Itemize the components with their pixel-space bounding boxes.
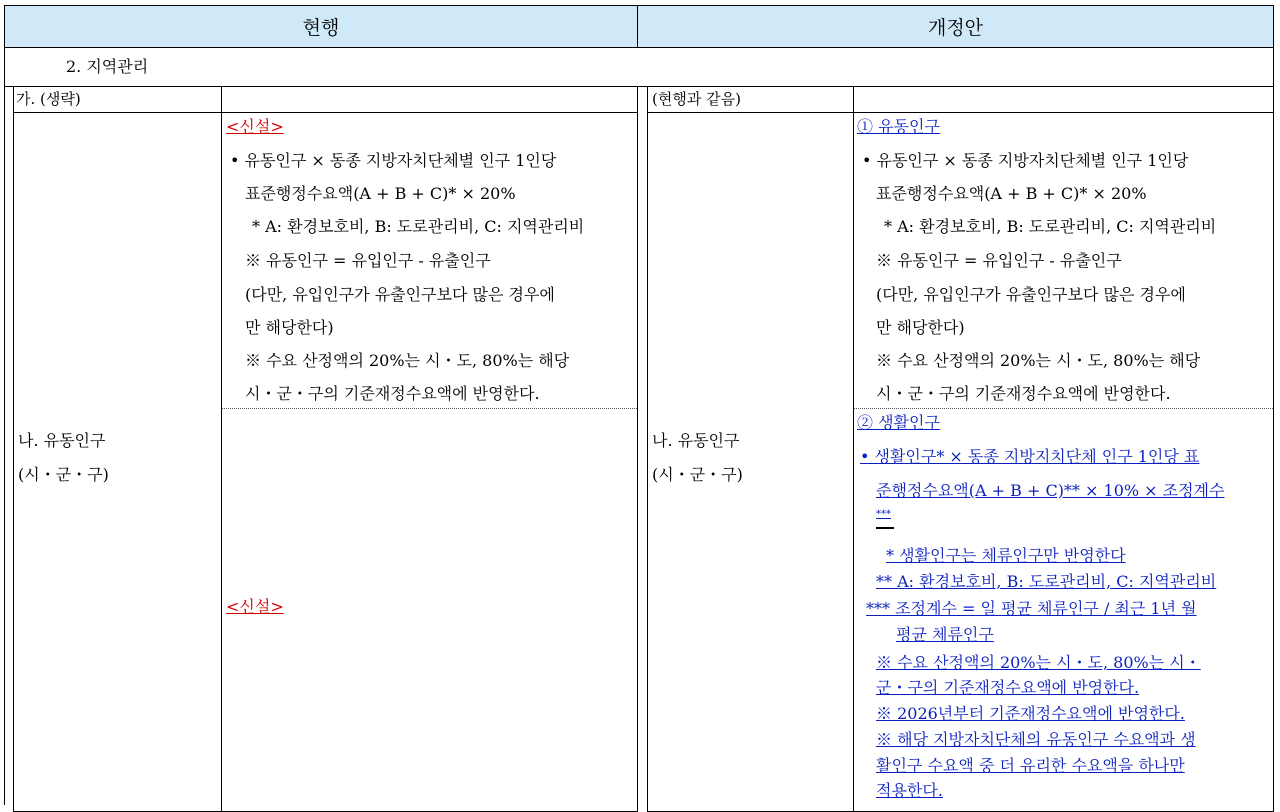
cur-line: 시・군・구의 기준재정수요액에 반영한다. <box>245 384 540 403</box>
pro-item1-line: 시・군・구의 기준재정수요액에 반영한다. <box>876 384 1171 403</box>
pro-item1-line: • 유동인구 × 동종 지방자치단체별 인구 1인당 <box>862 151 1189 170</box>
cur-row-ga-label: 가. (생략) <box>16 90 81 108</box>
pro-item2-line: *** <box>876 509 891 520</box>
cur-row-na-label-cell <box>13 112 222 812</box>
cur-line: 표준행정수요액(A + B + C)* × 20% <box>245 184 516 203</box>
cur-line: 만 해당한다) <box>245 318 334 337</box>
cur-line: * A: 환경보호비, B: 도로관리비, C: 지역관리비 <box>252 217 585 236</box>
pro-item2-line: ※ 해당 지방자치단체의 유동인구 수요액과 생 <box>876 730 1196 749</box>
pro-item2-line: ** A: 환경보호비, B: 도로관리비, C: 지역관리비 <box>876 572 1217 591</box>
pro-row-na-label-cell <box>647 112 854 812</box>
pro-na-label-1: 나. 유동인구 <box>652 431 740 450</box>
pro-item1-line: (다만, 유입인구가 유출인구보다 많은 경우에 <box>876 285 1186 304</box>
pro-item2-underline-short <box>876 527 894 529</box>
cur-na-label-2: (시・군・구) <box>18 465 109 484</box>
pro-row-ga-content-cell <box>853 86 1274 113</box>
pro-na-label-2: (시・군・구) <box>652 465 743 484</box>
header-current: 현행 <box>4 5 638 48</box>
section-title-row <box>4 47 1274 87</box>
cur-new-tag-top: <신설> <box>226 117 284 136</box>
cur-line: (다만, 유입인구가 유출인구보다 많은 경우에 <box>245 285 555 304</box>
pro-item2-line: ※ 2026년부터 기준재정수요액에 반영한다. <box>876 704 1185 723</box>
pro-item2-line: ※ 수요 산정액의 20%는 시・도, 80%는 시・ <box>876 653 1201 672</box>
pro-item1-line: 표준행정수요액(A + B + C)* × 20% <box>876 184 1147 203</box>
pro-dotted-divider <box>854 408 1273 409</box>
section-title: 2. 지역관리 <box>66 57 149 76</box>
pro-item1-line: ※ 유동인구 = 유입인구 - 유출인구 <box>876 251 1122 270</box>
cur-line: • 유동인구 × 동종 지방자치단체별 인구 1인당 <box>230 151 557 170</box>
pro-item1-line: * A: 환경보호비, B: 도로관리비, C: 지역관리비 <box>884 217 1217 236</box>
pro-item2-line: *** 조정계수 = 일 평균 체류인구 / 최근 1년 월 <box>866 599 1197 618</box>
cur-line: ※ 수요 산정액의 20%는 시・도, 80%는 해당 <box>245 351 570 370</box>
header-proposed: 개정안 <box>637 5 1274 48</box>
pro-item2-line: 평균 체류인구 <box>896 625 994 644</box>
pro-item2-line: • 생활인구* × 동종 지방지치단체 인구 1인당 표 <box>860 447 1200 466</box>
pro-item2-line: 적용한다. <box>876 781 943 800</box>
pro-item1-title: ① 유동인구 <box>857 117 940 136</box>
cur-row-ga-content-cell <box>221 86 638 113</box>
pro-item2-line: 활인구 수요액 중 더 유리한 수요액을 하나만 <box>876 756 1185 775</box>
pro-row-ga-label: (현행과 같음) <box>652 90 741 108</box>
pro-item2-line: 군・구의 기준재정수요액에 반영한다. <box>876 678 1140 697</box>
cur-new-tag-bottom: <신설> <box>226 597 284 616</box>
cur-line: ※ 유동인구 = 유입인구 - 유출인구 <box>245 251 491 270</box>
cur-dotted-divider <box>222 408 637 409</box>
pro-item1-line: ※ 수요 산정액의 20%는 시・도, 80%는 해당 <box>876 351 1201 370</box>
cur-na-label-1: 나. 유동인구 <box>18 431 106 450</box>
pro-item2-title: ② 생활인구 <box>857 413 940 432</box>
pro-item2-line: 준행정수요액(A + B + C)** × 10% × 조정계수 <box>876 481 1225 500</box>
pro-item2-line: * 생활인구는 체류인구만 반영한다 <box>886 546 1126 565</box>
pro-item1-line: 만 해당한다) <box>876 318 965 337</box>
